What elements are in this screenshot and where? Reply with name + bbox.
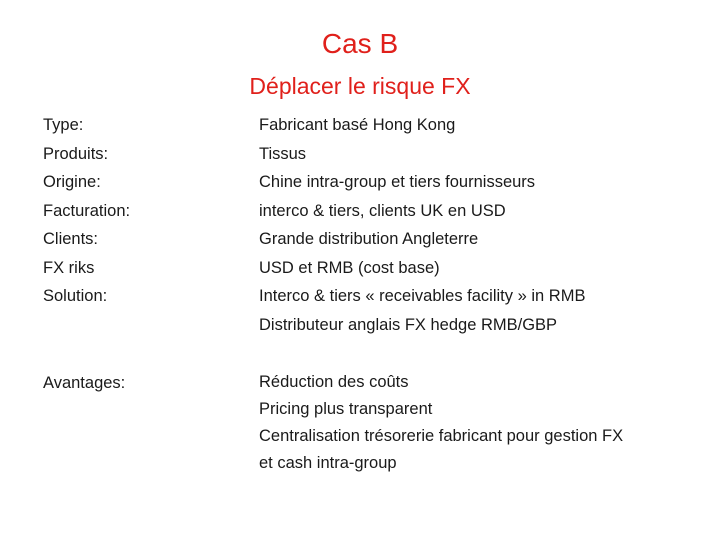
value-fx-risk: USD et RMB (cost base) [259, 258, 440, 277]
value-solution: Interco & tiers « receivables facility » in RMB [259, 287, 586, 305]
label-fx-risk: FX riks [43, 258, 95, 277]
label-solution: Solution: [43, 287, 108, 305]
value-produits: Tissus [259, 144, 307, 163]
label-clients: Clients: [43, 230, 99, 248]
label-origine: Origine: [43, 173, 101, 191]
value-type: Fabricant basé Hong Kong [259, 116, 456, 134]
label-facturation: Facturation: [43, 201, 131, 220]
value-clients: Grande distribution Angleterre [259, 230, 479, 248]
advantages-label-column [43, 369, 125, 398]
advantage-item-continuation: et cash intra-group [259, 454, 397, 472]
value-origine: Chine intra-group et tiers fournisseurs [259, 173, 536, 191]
detail-values [259, 111, 585, 339]
advantage-item: Pricing plus transparent [259, 400, 433, 418]
advantage-item: Réduction des coûts [259, 373, 409, 391]
advantages-list [259, 369, 623, 477]
label-avantages: Avantages: [43, 374, 126, 392]
label-produits: Produits: [43, 144, 109, 163]
detail-labels [43, 111, 130, 311]
slide-subtitle: Déplacer le risque FX [249, 73, 471, 99]
label-type: Type: [43, 116, 84, 134]
slide-title: Cas B [321, 28, 399, 59]
advantage-item: Centralisation trésorerie fabricant pour gestion FX [259, 427, 624, 445]
value-facturation: interco & tiers, clients UK en USD [259, 201, 506, 220]
value-solution-hedge: Distributeur anglais FX hedge RMB/GBP [259, 315, 558, 334]
